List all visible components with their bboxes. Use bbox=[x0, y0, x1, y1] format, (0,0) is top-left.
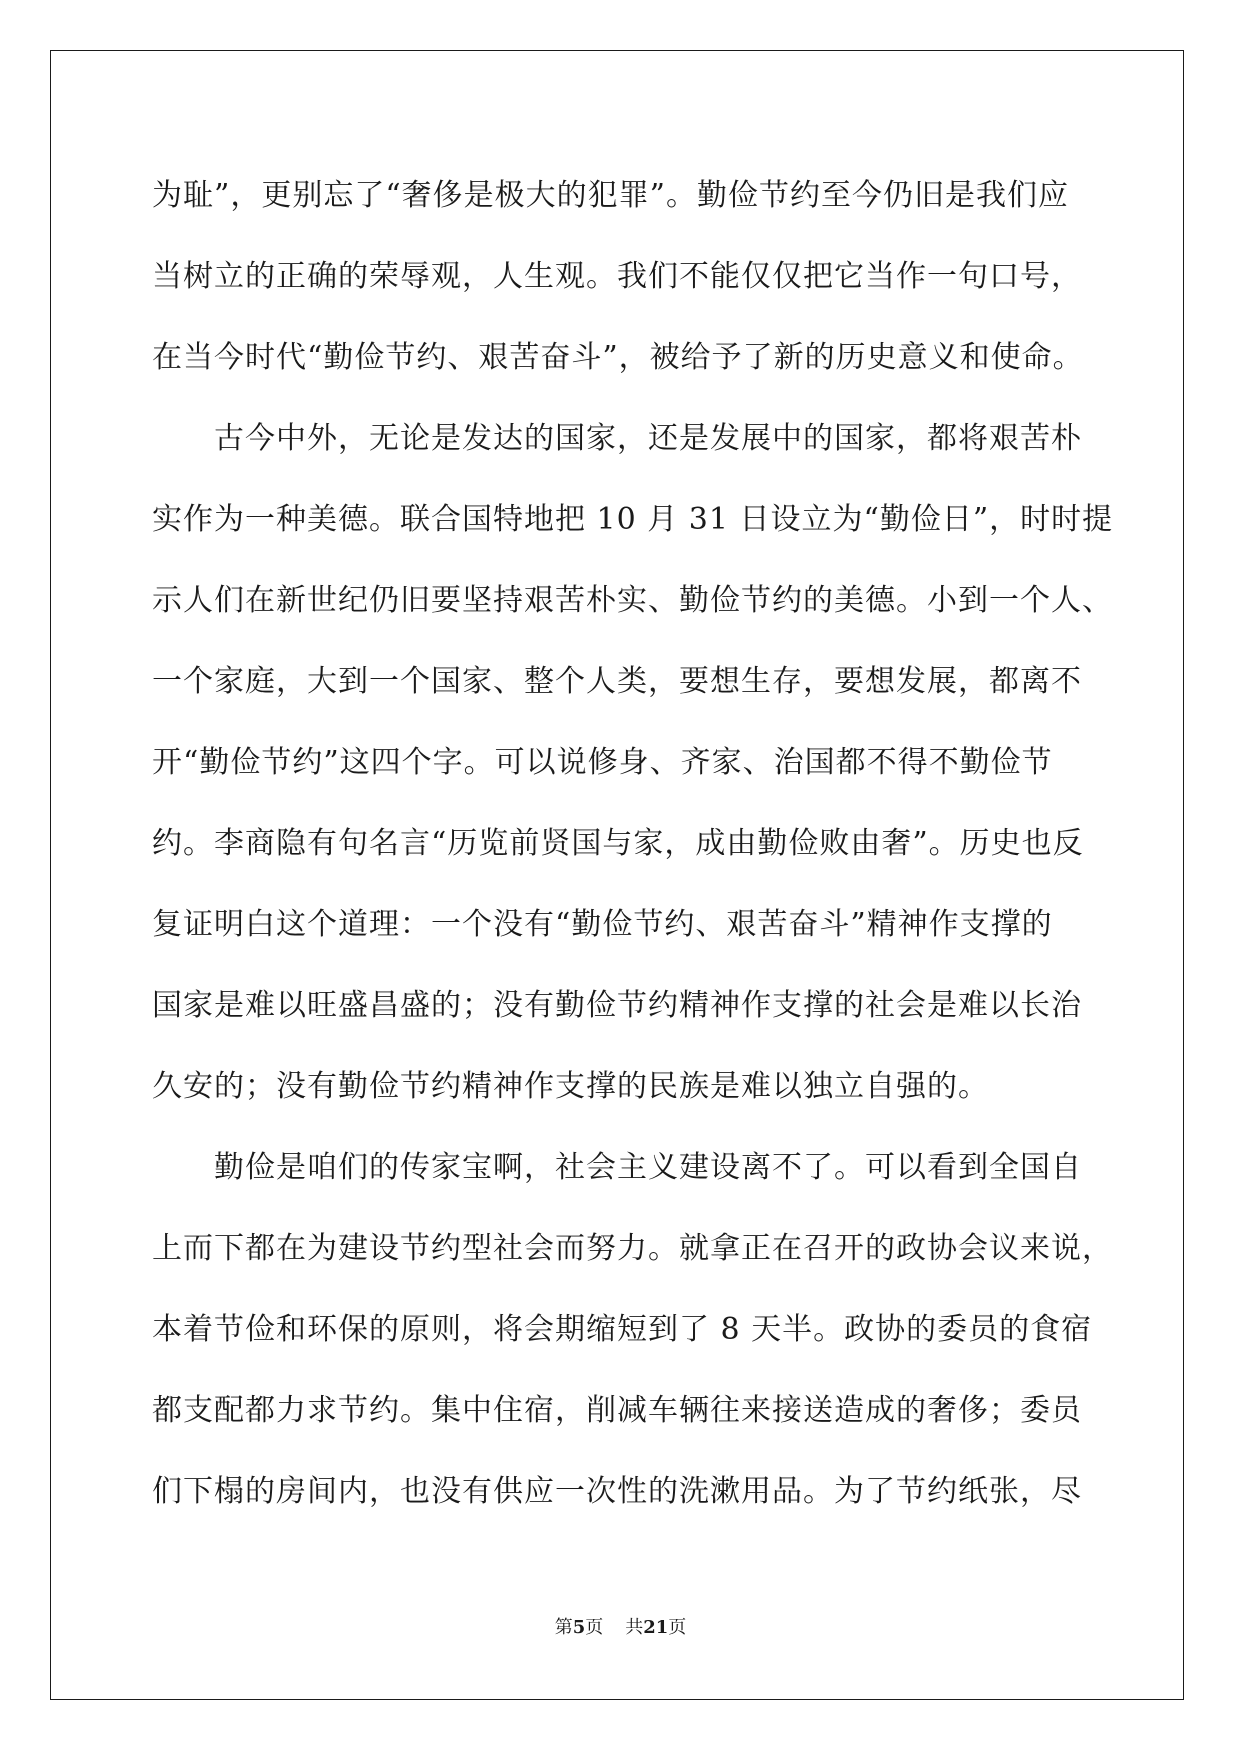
text-line: 开“勤俭节约”这四个字。可以说修身、齐家、治国都不得不勤俭节 bbox=[152, 745, 1053, 780]
text-line: 国家是难以旺盛昌盛的；没有勤俭节约精神作支撑的社会是难以长治 bbox=[152, 988, 1082, 1023]
paragraph-start-line: 古今中外，无论是发达的国家，还是发展中的国家，都将艰苦朴 bbox=[152, 421, 1082, 456]
total-pages: 21 bbox=[643, 1617, 669, 1638]
text-line: 复证明白这个道理：一个没有“勤俭节约、艰苦奋斗”精神作支撑的 bbox=[152, 907, 1053, 942]
paragraph-start-line: 勤俭是咱们的传家宝啊，社会主义建设离不了。可以看到全国自 bbox=[152, 1150, 1082, 1185]
text-line: 一个家庭，大到一个国家、整个人类，要想生存，要想发展，都离不 bbox=[152, 664, 1082, 699]
text-line: 当树立的正确的荣辱观，人生观。我们不能仅仅把它当作一句口号， bbox=[152, 259, 1082, 294]
document-body bbox=[152, 155, 1114, 1532]
text-line: 久安的；没有勤俭节约精神作支撑的民族是难以独立自强的。 bbox=[152, 1069, 989, 1104]
text-line: 们下榻的房间内，也没有供应一次性的洗漱用品。为了节约纸张，尽 bbox=[152, 1474, 1082, 1509]
total-prefix: 共 bbox=[625, 1617, 644, 1638]
text-line: 在当今时代“勤俭节约、艰苦奋斗”，被给予了新的历史意义和使命。 bbox=[152, 340, 1084, 375]
text-line: 为耻”，更别忘了“奢侈是极大的犯罪”。勤俭节约至今仍旧是我们应 bbox=[152, 178, 1070, 213]
text-line: 示人们在新世纪仍旧要坚持艰苦朴实、勤俭节约的美德。小到一个人、 bbox=[152, 583, 1113, 618]
page-number: 5 bbox=[572, 1617, 586, 1638]
text-line: 实作为一种美德。联合国特地把 10 月 31 日设立为“勤俭日”，时时提 bbox=[152, 502, 1114, 537]
text-line: 约。李商隐有句名言“历览前贤国与家，成由勤俭败由奢”。历史也反 bbox=[152, 826, 1084, 861]
page-prefix: 第 bbox=[554, 1617, 573, 1638]
total-suffix: 页 bbox=[668, 1617, 687, 1638]
text-line: 都支配都力求节约。集中住宿，削减车辆往来接送造成的奢侈；委员 bbox=[152, 1393, 1082, 1428]
text-line: 上而下都在为建设节约型社会而努力。就拿正在召开的政协会议来说， bbox=[152, 1231, 1113, 1266]
page-footer bbox=[0, 1613, 1241, 1639]
text-line: 本着节俭和环保的原则，将会期缩短到了 8 天半。政协的委员的食宿 bbox=[152, 1312, 1093, 1347]
page-suffix: 页 bbox=[585, 1617, 604, 1638]
